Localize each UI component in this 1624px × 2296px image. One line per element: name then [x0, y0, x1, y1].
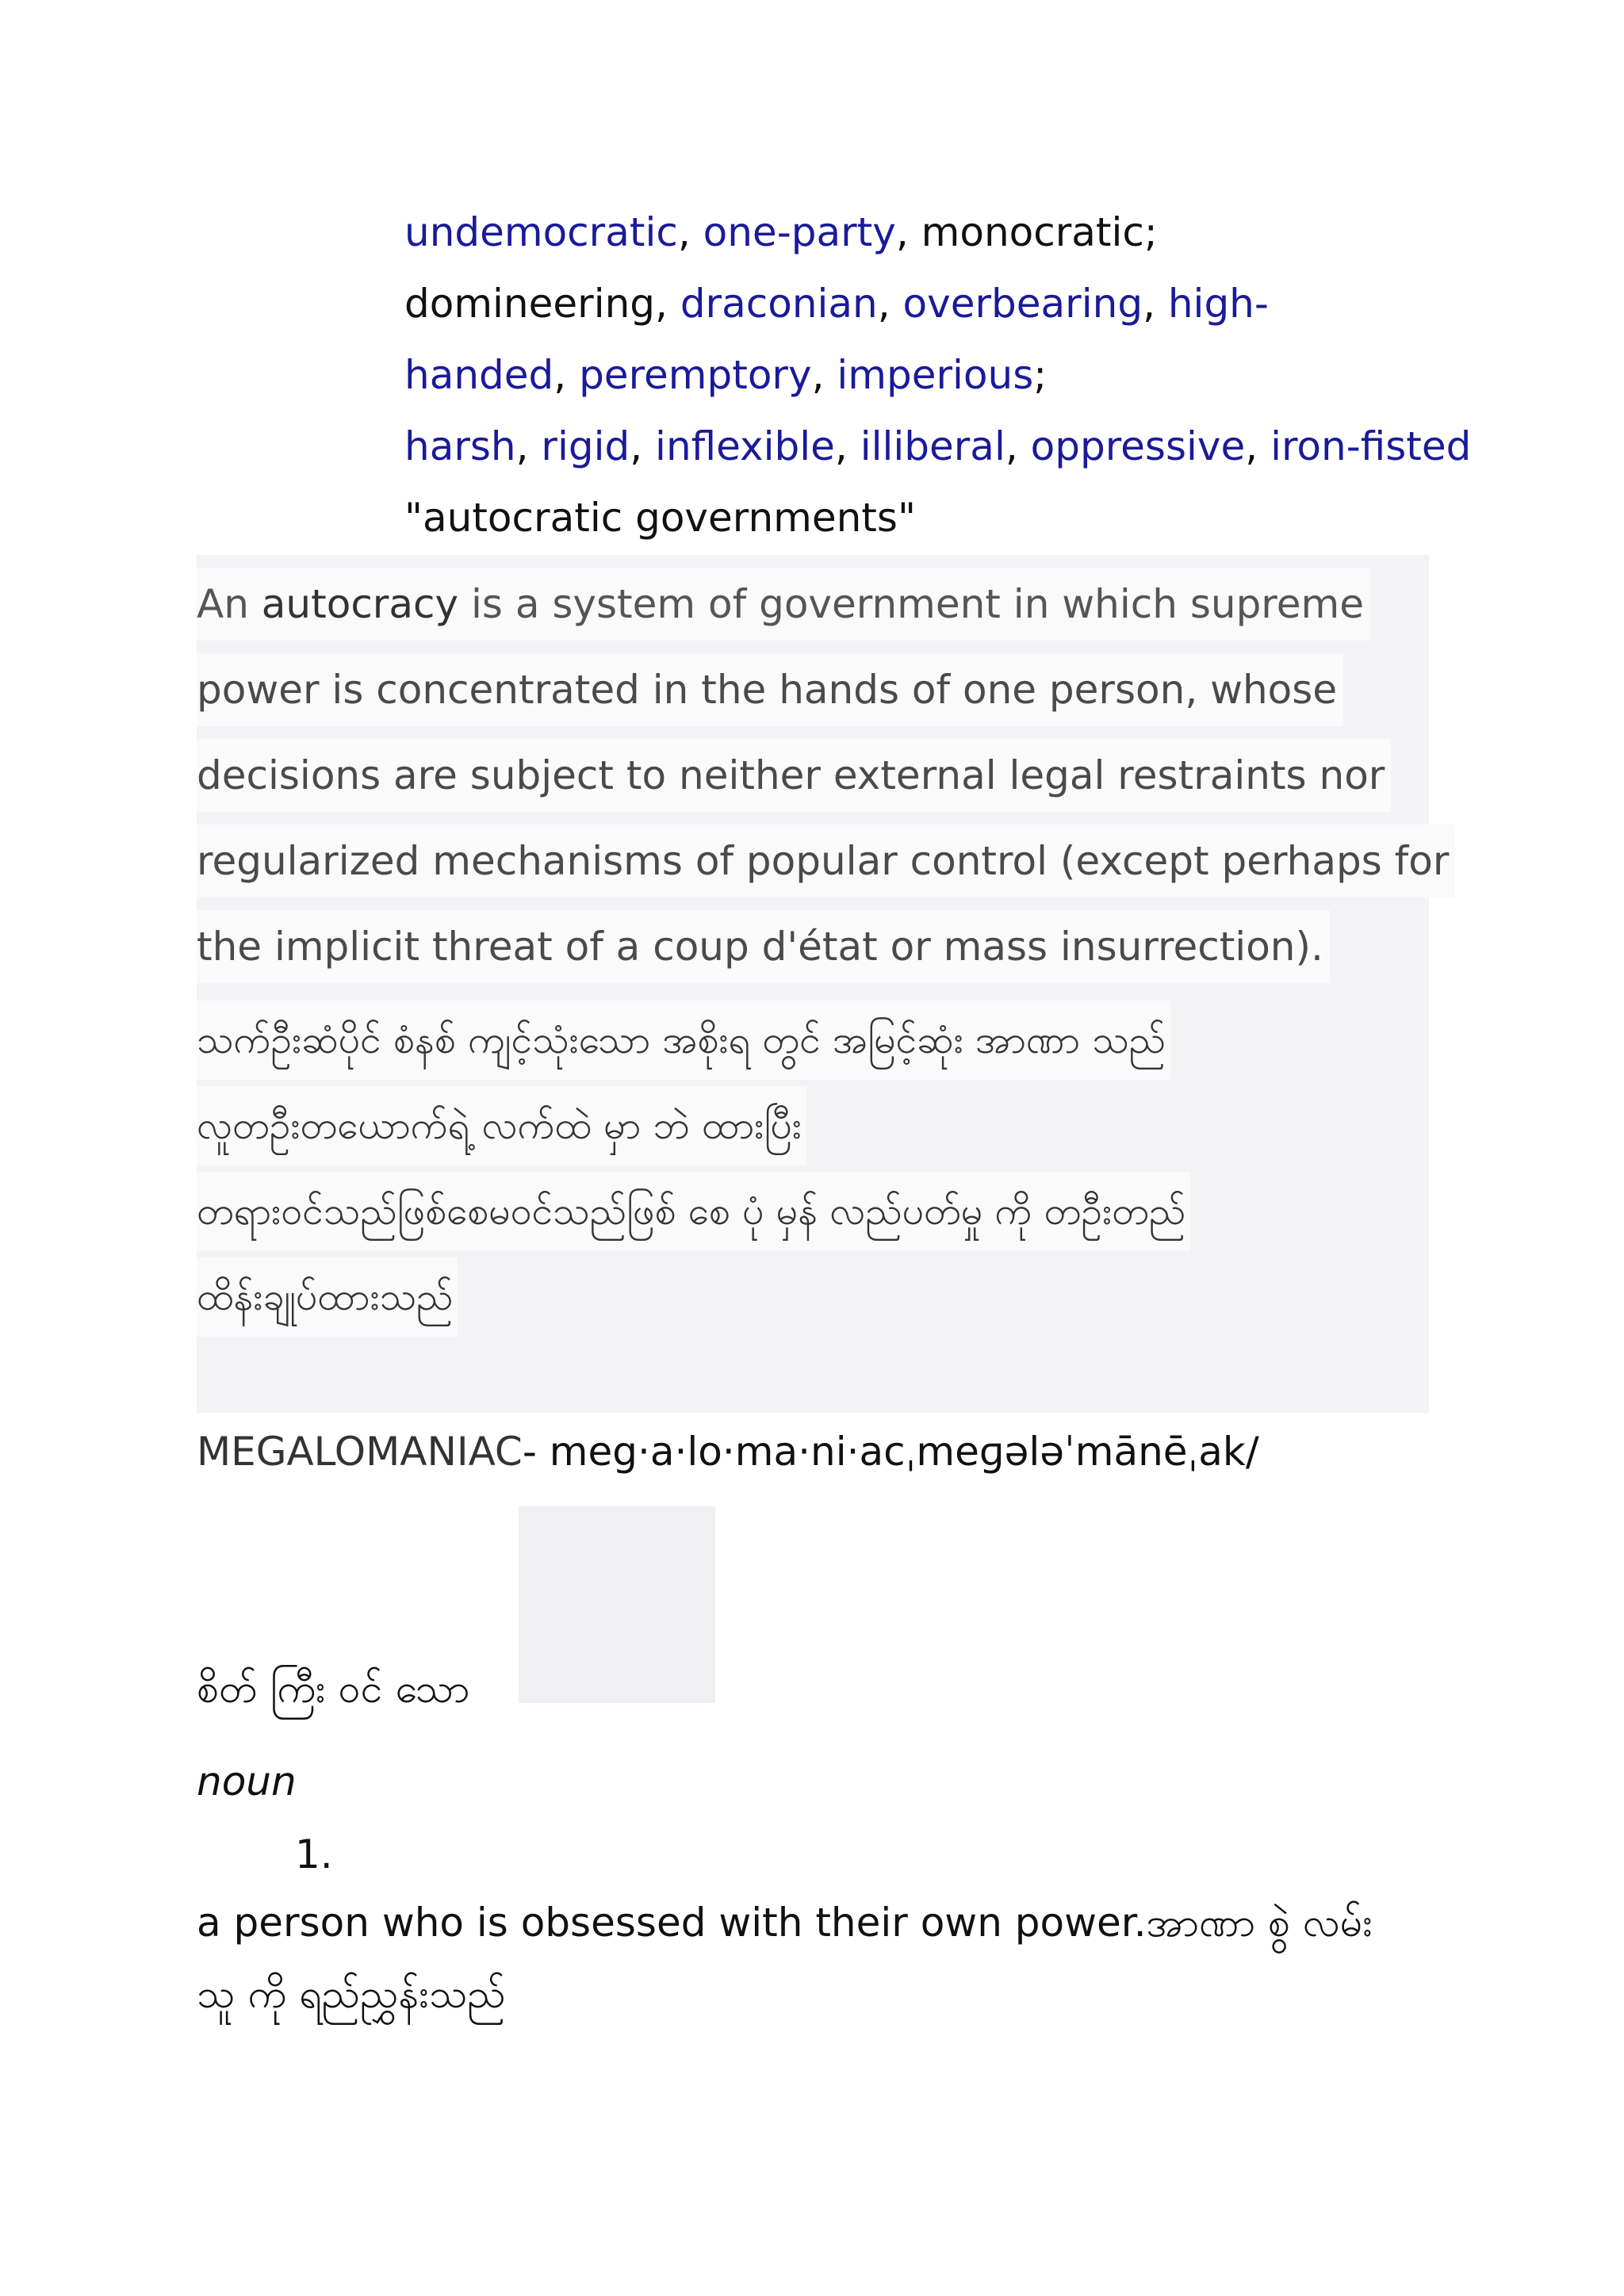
usage-example: "autocratic governments"	[404, 495, 916, 541]
synonym-link[interactable]: iron-fisted	[1270, 423, 1472, 469]
synonym-link[interactable]: illiberal	[860, 423, 1005, 469]
synonym-separator: ,	[1143, 281, 1168, 327]
synonym-separator: ,	[630, 423, 656, 469]
definition-line: the implicit threat of a coup d'état or mass insurrection).	[197, 910, 1330, 983]
synonym-line-2	[404, 268, 1471, 339]
synonym-separator: ,	[834, 423, 860, 469]
synonym-link[interactable]: handed	[404, 352, 554, 398]
synonym-link[interactable]: harsh	[404, 423, 516, 469]
synonym-separator: ,	[1005, 423, 1031, 469]
definition-line: power is concentrated in the hands of one person, whose	[197, 653, 1343, 726]
myanmar-definition-line: လူတဦးတယောက်ရဲ့ လက်ထဲ မှာ ဘဲ ထားပြီး	[197, 1086, 806, 1165]
myanmar-definition-line: ထိန်းချုပ်ထားသည်	[197, 1257, 458, 1337]
synonym-link[interactable]: rigid	[541, 423, 630, 469]
gloss-line: a person who is obsessed with their own power.အာဏာ စွဲ လမ်း	[197, 1900, 1373, 1946]
pronunciation: ˌmeɡələˈmānēˌak/	[905, 1429, 1259, 1475]
synonym-word: domineering	[404, 281, 656, 327]
syllabification: meg·a·lo·ma·ni·ac	[549, 1429, 906, 1475]
synonym-separator: ,	[1245, 423, 1271, 469]
synonym-list	[404, 197, 1471, 482]
synonym-link[interactable]: high-	[1167, 281, 1269, 327]
synonym-line-4	[404, 411, 1471, 482]
synonym-separator: ,	[553, 352, 580, 398]
synonym-link[interactable]: one-party	[703, 209, 896, 255]
myanmar-translation-word: စိတ် ကြီး ဝင် သော	[197, 1666, 470, 1712]
image-placeholder	[519, 1506, 715, 1703]
synonym-line-1	[404, 197, 1471, 268]
synonym-word: monocratic	[921, 209, 1144, 255]
synonym-separator: ;	[1143, 209, 1158, 255]
sense-gloss	[197, 1887, 1465, 2030]
definition-line1-pre: An	[197, 581, 262, 627]
myanmar-definition-line: သက်ဦးဆံပိုင် စံနစ် ကျင့်သုံးသော အစိုးရ တွင် အမြင့်ဆုံး အာဏာ သည်	[197, 1001, 1170, 1080]
sense-number: 1.	[295, 1831, 333, 1877]
synonym-link[interactable]: oppressive	[1030, 423, 1246, 469]
synonym-link[interactable]: peremptory	[579, 352, 812, 398]
headword: MEGALOMANIAC	[197, 1429, 523, 1475]
synonym-separator: ;	[1033, 352, 1048, 398]
definition-line: regularized mechanisms of popular control (except perhaps for	[197, 825, 1455, 897]
myanmar-definition-line: တရားဝင်သည်ဖြစ်စေမဝင်သည်ဖြစ် စေ ပုံ မှန် လည်ပတ်မှု ကို တဦးတည်	[197, 1172, 1190, 1251]
synonym-separator: ,	[895, 209, 921, 255]
synonym-link[interactable]: inflexible	[655, 423, 835, 469]
synonym-separator: ,	[655, 281, 680, 327]
synonym-separator: ,	[515, 423, 542, 469]
definition-line: decisions are subject to neither external legal restraints nor	[197, 739, 1391, 812]
synonym-link[interactable]: undemocratic	[404, 209, 678, 255]
synonym-link[interactable]: draconian	[680, 281, 878, 327]
part-of-speech: noun	[197, 1758, 297, 1804]
gloss-line: သူ ကို ရည်ညွှန်းသည်	[197, 1971, 506, 2017]
definition-line1-post: is a system of government in which supreme	[458, 581, 1364, 627]
megalomaniac-entry-heading	[197, 1416, 1259, 1487]
definition-line	[197, 568, 1370, 641]
synonym-separator: ,	[877, 281, 903, 327]
synonym-link[interactable]: overbearing	[902, 281, 1143, 327]
autocracy-term: autocracy	[261, 581, 459, 627]
synonym-line-3	[404, 339, 1471, 411]
headword-dash: -	[522, 1429, 550, 1475]
synonym-link[interactable]: imperious	[837, 352, 1034, 398]
synonym-separator: ,	[677, 209, 703, 255]
synonym-separator: ,	[811, 352, 837, 398]
